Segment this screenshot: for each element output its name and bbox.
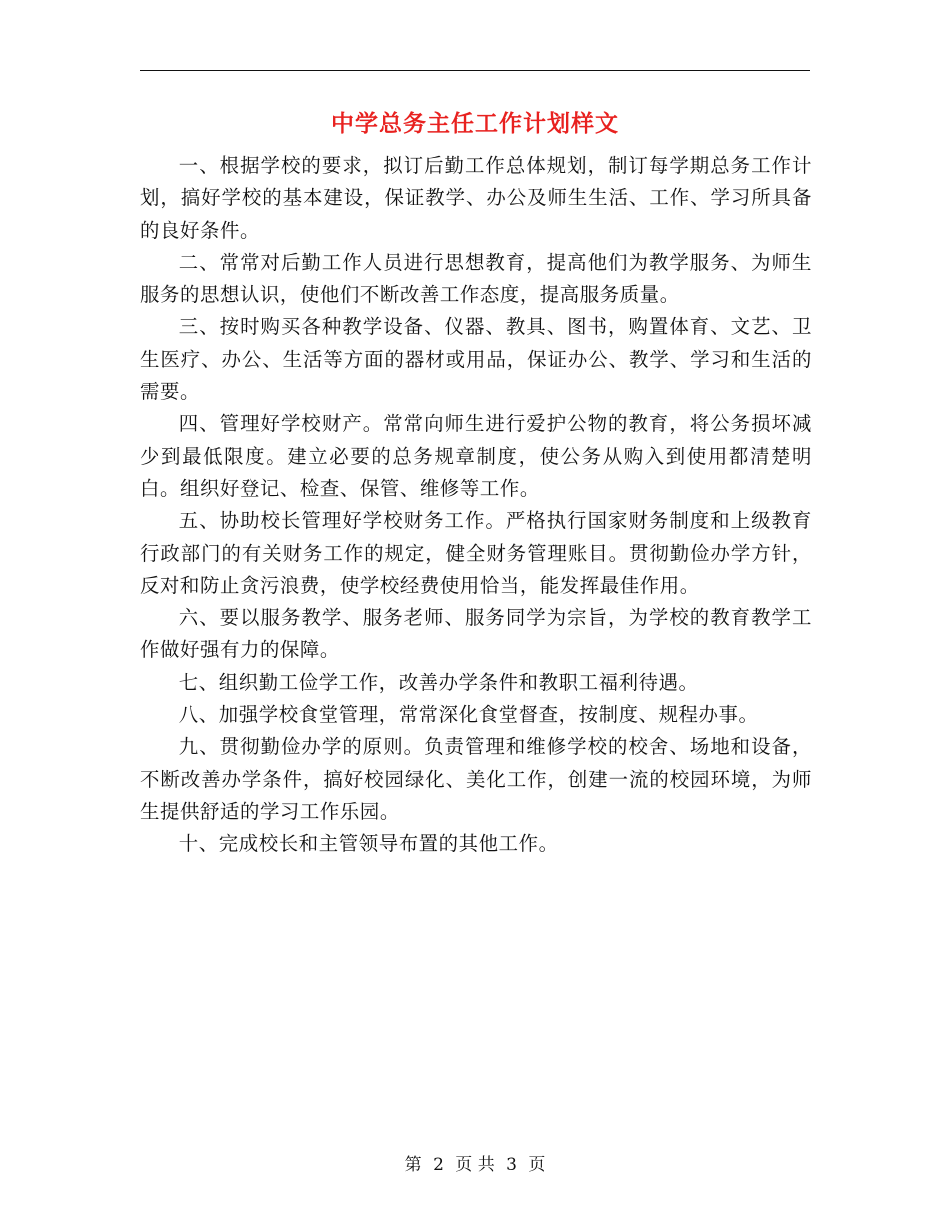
footer-total-pages: 3 <box>506 1155 517 1175</box>
paragraph-5: 五、协助校长管理好学校财务工作。严格执行国家财务制度和上级教育行政部门的有关财务工作的规定，健全财务管理账目。贯彻勤俭办学方针，反对和防止贪污浪费，使学校经费使用恰当，能发挥最佳作用。 <box>140 509 812 597</box>
paragraph-7: 七、组织勤工俭学工作，改善办学条件和教职工福利待遇。 <box>178 670 699 694</box>
document-title: 中学总务主任工作计划样文 <box>331 111 619 137</box>
header-rule <box>140 70 810 71</box>
paragraph-2: 二、常常对后勤工作人员进行思想教育，提高他们为教学服务、为师生服务的思想认识，使他们不断改善工作态度，提高服务质量。 <box>140 250 812 307</box>
paragraph-9: 九、贯彻勤俭办学的原则。负责管理和维修学校的校舍、场地和设备，不断改善办学条件，搞好校园绿化、美化工作，创建一流的校园环境，为师生提供舒适的学习工作乐园。 <box>140 735 812 823</box>
paragraph-3: 三、按时购买各种教学设备、仪器、教具、图书，购置体育、文艺、卫生医疗、办公、生活等方面的器材或用品，保证办公、教学、学习和生活的需要。 <box>140 315 812 404</box>
paragraph-1: 一、根据学校的要求，拟订后勤工作总体规划，制订每学期总务工作计划，搞好学校的基本建设，保证教学、办公及师生生活、工作、学习所具备的良好条件。 <box>140 154 812 242</box>
paragraph-8: 八、加强学校食堂管理，常常深化食堂督查，按制度、规程办事。 <box>178 703 759 727</box>
footer-suffix: 页 <box>528 1155 546 1175</box>
footer-mid: 页 共 <box>455 1155 495 1175</box>
paragraph-4: 四、管理好学校财产。常常向师生进行爱护公物的教育，将公务损坏减少到最低限度。建立必要的总务规章制度，使公务从购入到使用都清楚明白。组织好登记、检查、保管、维修等工作。 <box>140 412 812 500</box>
paragraph-10: 十、完成校长和主管领导布置的其他工作。 <box>178 832 559 856</box>
footer-prefix: 第 <box>404 1155 422 1175</box>
paragraph-6: 六、要以服务教学、服务老师、服务同学为宗旨，为学校的教育教学工作做好强有力的保障。 <box>140 606 812 662</box>
page-number-footer <box>0 1153 950 1177</box>
footer-current-page: 2 <box>433 1155 444 1175</box>
document-body <box>140 150 812 861</box>
